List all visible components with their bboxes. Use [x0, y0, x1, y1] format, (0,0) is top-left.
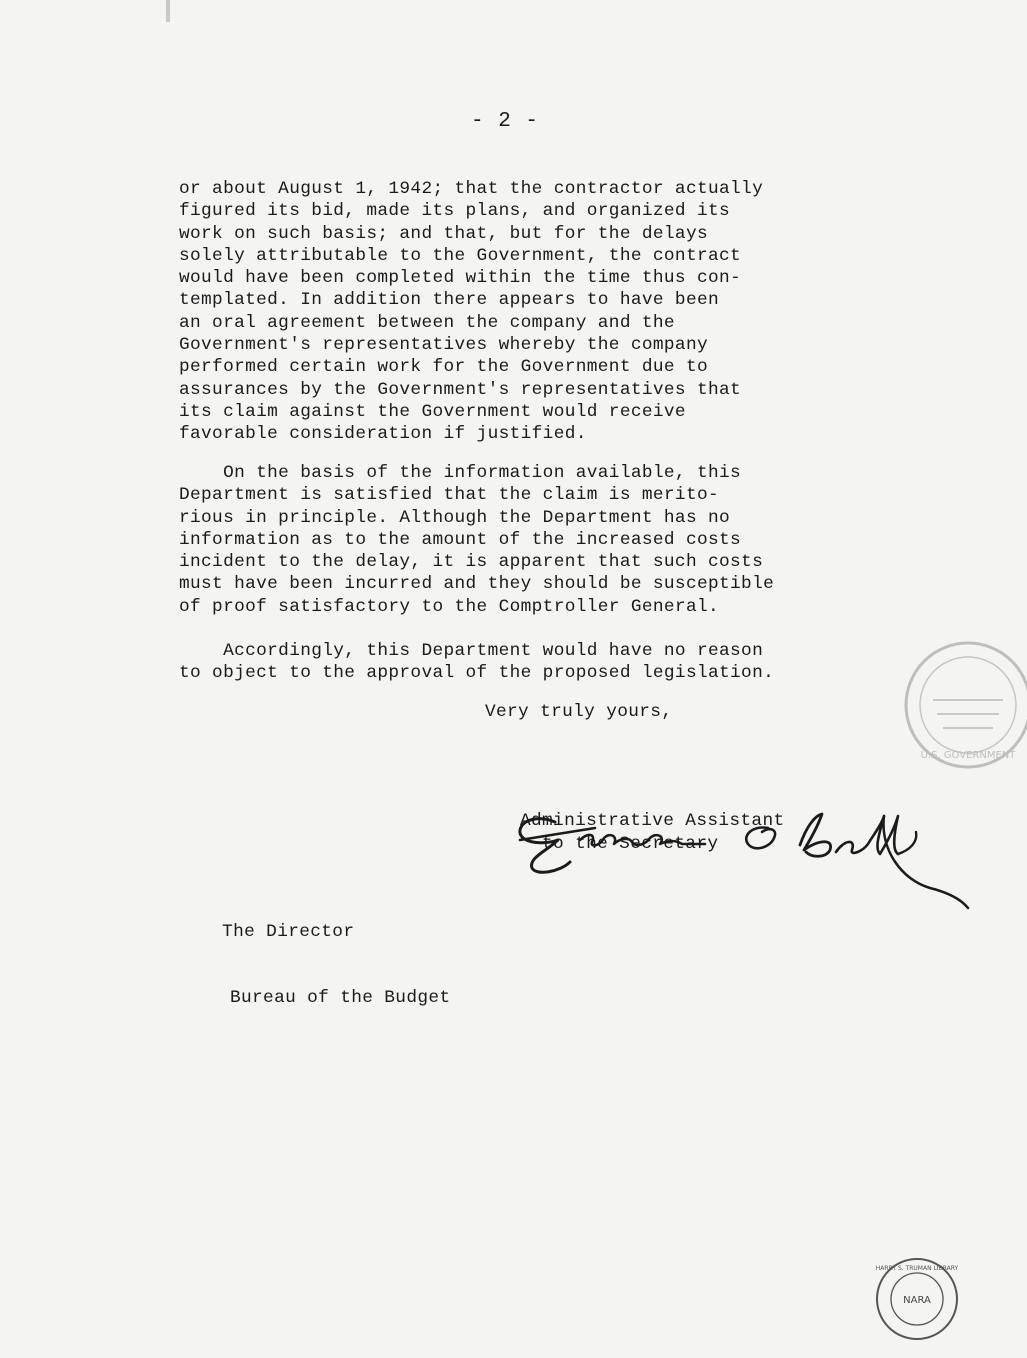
paragraph-1-line-7: an oral agreement between the company and the [179, 312, 675, 333]
truman-library-stamp [872, 1254, 962, 1344]
stamp-bottom-text: HARRY S. TRUMAN LIBRARY [875, 1265, 959, 1272]
paragraph-3-line-1: Accordingly, this Department would have no reason [179, 641, 764, 661]
stamp-right-text: U.S. GOVERNMENT [920, 750, 1016, 761]
paragraph-3 [179, 640, 869, 707]
paragraph-2-line-5: incident to the delay, it is apparent that such costs [179, 552, 764, 573]
paragraph-1-line-10: assurances by the Government's representatives that [179, 379, 742, 400]
signature-title-line-2: to the Secretary [520, 834, 719, 854]
signature-title-line-1: Administrative Assistant [520, 811, 785, 831]
government-received-stamp [893, 630, 1027, 780]
paragraph-2-line-2: Department is satisfied that the claim is merito- [179, 485, 720, 506]
addressee-name: The Director [222, 922, 355, 942]
paragraph-1-line-2: figured its bid, made its plans, and organized its [179, 201, 731, 222]
paragraph-1-line-12: favorable consideration if justified. [179, 424, 587, 445]
paragraph-1 [179, 178, 869, 468]
paragraph-2-line-1: On the basis of the information available, this [179, 463, 742, 483]
paragraph-1-line-4: solely attributable to the Government, the contract [179, 245, 742, 266]
page-number: - 2 - [471, 110, 540, 133]
signature-title [520, 810, 785, 856]
scan-mark [166, 0, 170, 22]
addressee-organization: Bureau of the Budget [230, 988, 451, 1008]
paragraph-3-line-2: to object to the approval of the proposed legislation. [179, 663, 775, 684]
stamp-bottom-center: NARA [903, 1295, 931, 1306]
paragraph-1-line-1: or about August 1, 1942; that the contractor actually [179, 179, 764, 199]
paragraph-1-line-8: Government's representatives whereby the company [179, 335, 708, 356]
signature-block [520, 810, 880, 920]
paragraph-2-line-7: of proof satisfactory to the Comptroller General. [179, 596, 720, 617]
closing: Very truly yours, [485, 702, 673, 722]
paragraph-1-line-3: work on such basis; and that, but for the delays [179, 223, 708, 244]
paragraph-2-line-3: rious in principle. Although the Department has no [179, 507, 731, 528]
paragraph-2 [179, 462, 869, 640]
paragraph-1-line-9: performed certain work for the Government due to [179, 357, 708, 378]
paragraph-1-line-6: templated. In addition there appears to have been [179, 290, 720, 311]
addressee-block [178, 898, 450, 1056]
paragraph-2-line-6: must have been incurred and they should be susceptible [179, 574, 775, 595]
paragraph-2-line-4: information as to the amount of the increased costs [179, 529, 742, 550]
paragraph-1-line-5: would have been completed within the time thus con- [179, 268, 742, 289]
paragraph-1-line-11: its claim against the Government would receive [179, 401, 686, 422]
